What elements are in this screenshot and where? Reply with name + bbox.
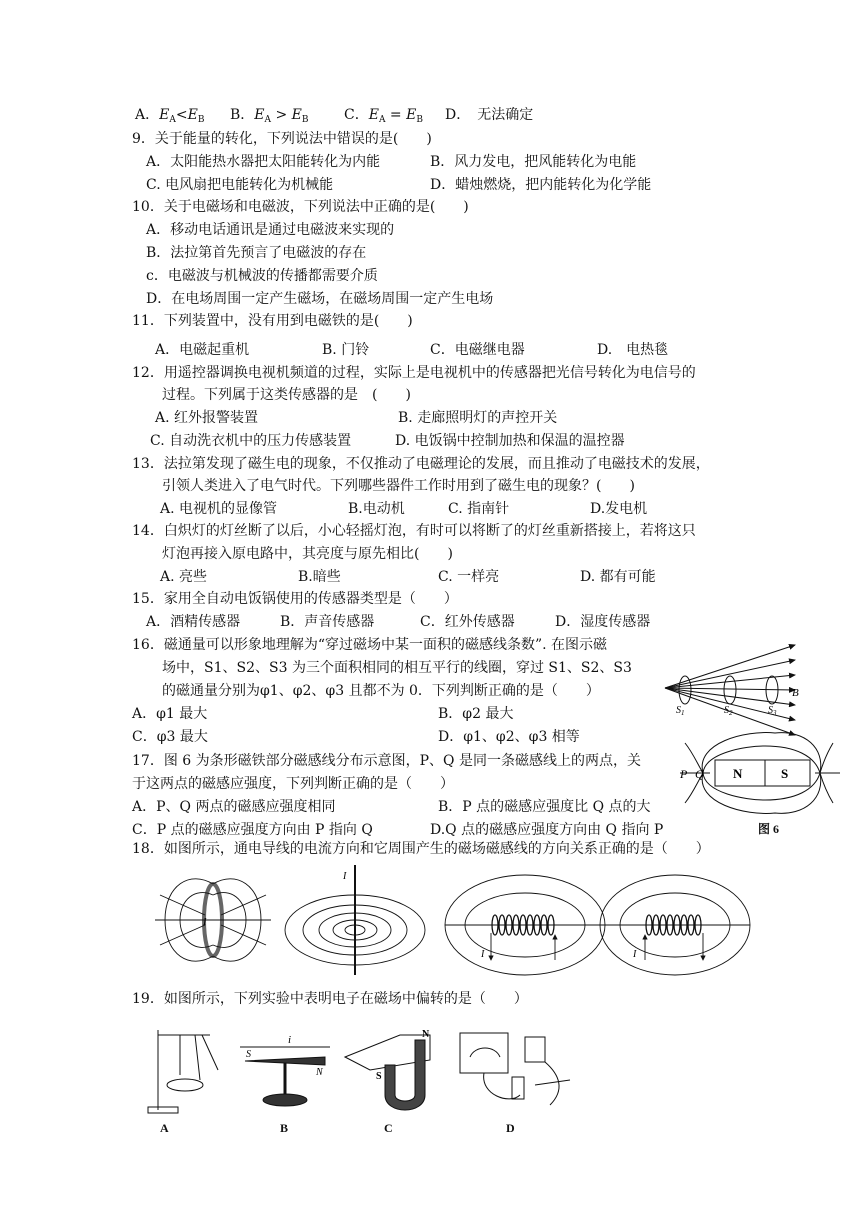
q19-caption-c: C (384, 1121, 393, 1135)
q10-option-c: c．电磁波与机械波的传播都需要介质 (146, 268, 378, 284)
q13-stem-line1: 13．法拉第发现了磁生电的现象，不仅推动了电磁理论的发展，而且推动了电磁技术的发展， (132, 456, 710, 472)
q10-option-b: B．法拉第首先预言了电磁波的存在 (146, 245, 367, 261)
q10-option-a: A．移动电话通讯是通过电磁波来实现的 (146, 222, 395, 238)
q8-option-c: C．$E_A = E_B$ (344, 107, 423, 125)
q18-fig1-label-i: I (203, 917, 207, 928)
q11-option-a: A．电磁起重机 (155, 342, 250, 358)
q15-option-a: A．酒精传感器 (146, 614, 241, 630)
q12-option-d: D. 电饭锅中控制加热和保温的温控器 (395, 433, 625, 449)
q19-label-i: i (288, 1034, 292, 1046)
q9-stem: 9．关于能量的转化，下列说法中错误的是( ) (132, 131, 432, 147)
q16-label-s2: $S_2$ (724, 705, 733, 717)
q19-label-s2: S (376, 1071, 382, 1082)
q15-option-b: B．声音传感器 (280, 614, 375, 630)
q18-solenoid-figure-d (600, 875, 750, 975)
q8-options (135, 106, 204, 129)
q8-option-b: B．$E_A > E_B$ (230, 107, 309, 125)
q17-magnet-n: N (733, 766, 743, 781)
q9-option-b: B．风力发电，把风能转化为电能 (430, 154, 637, 170)
q19-label-n2: N (422, 1029, 430, 1040)
q17-figure-caption: 图 6 (758, 822, 780, 836)
q17-option-b: B．P 点的磁感应强度比 Q 点的大 (438, 799, 651, 815)
q13-option-b: B.电动机 (348, 501, 405, 517)
q11-option-c: C．电磁继电器 (430, 342, 525, 358)
q12-stem-line1: 12．用遥控器调换电视机频道的过程，实际上是电视机中的传感器把光信号转化为电信号的 (132, 365, 696, 381)
q11-option-d: D. 电热毯 (597, 342, 669, 358)
q16-option-a: A．φ1 最大 (132, 706, 208, 722)
q10-stem: 10．关于电磁场和电磁波，下列说法中正确的是( ) (132, 199, 469, 215)
q19-caption-b: B (280, 1121, 289, 1135)
q9-option-a: A．太阳能热水器把太阳能转化为内能 (146, 154, 381, 170)
q17-magnet-s: S (781, 766, 789, 781)
q19-figure-c (345, 1035, 430, 1110)
q18-ring-figure (155, 879, 271, 961)
q16-label-s3: $S_3$ (768, 705, 777, 717)
q18-figures (155, 865, 755, 975)
q19-figure-a (148, 1030, 218, 1113)
q15-option-d: D．湿度传感器 (555, 614, 651, 630)
q19-caption-a: A (160, 1121, 169, 1135)
q13-option-a: A. 电视机的显像管 (160, 501, 278, 517)
q12-option-a: A. 红外报警装置 (155, 410, 259, 426)
q13-option-c: C. 指南针 (448, 501, 510, 517)
q19-figures (140, 1025, 590, 1120)
q9-option-c: C. 电风扇把电能转化为机械能 (146, 177, 334, 193)
q17-magnet-figure (675, 728, 840, 818)
q16-stem-line2: 场中，S1、S2、S3 为三个面积相同的相互平行的线圈，穿过 S1、S2、S3 (162, 660, 632, 676)
q17-option-d: D.Q 点的磁感应强度方向由 Q 指向 P (430, 822, 664, 838)
q16-option-d: D．φ1、φ2、φ3 相等 (438, 729, 580, 745)
q19-stem: 19．如图所示，下列实验中表明电子在磁场中偏转的是（ ） (132, 991, 528, 1007)
q18-solenoid-figure-c (445, 875, 605, 975)
q12-stem-line2: 过程。下列属于这类传感器的是 ( ) (162, 387, 411, 403)
q14-option-b: B.暗些 (298, 569, 341, 585)
q13-stem-line2: 引领人类进入了电气时代。下列哪些器件工作时用到了磁生电的现象？( ) (162, 478, 635, 494)
q17-stem-line2: 于这两点的磁感应强度，下列判断正确的是（ ） (132, 776, 454, 792)
q18-wire-figure (285, 865, 425, 975)
q15-stem: 15．家用全自动电饭锅使用的传感器类型是（ ） (132, 591, 458, 607)
q16-label-b: B (792, 687, 799, 699)
q9-option-d: D．蜡烛燃烧，把内能转化为化学能 (430, 177, 652, 193)
q19-figure-d (460, 1033, 570, 1105)
q16-option-c: C．φ3 最大 (132, 729, 208, 745)
q11-stem: 11．下列装置中，没有用到电磁铁的是( ) (132, 313, 413, 329)
q11-option-b: B. 门铃 (322, 342, 370, 358)
q18-fig4-label-i: I (633, 949, 637, 960)
q8-option-a: A．$E_A<E_B$ (135, 107, 205, 125)
q17-option-c: C．P 点的磁感应强度方向由 P 指向 Q (132, 822, 373, 838)
q16-label-s1: $S_1$ (676, 705, 685, 717)
q16-option-b: B．φ2 最大 (438, 706, 514, 722)
q15-option-c: C．红外传感器 (420, 614, 515, 630)
q12-option-b: B. 走廊照明灯的声控开关 (398, 410, 558, 426)
q18-fig3-label-i: I (481, 949, 485, 960)
q18-fig2-label-i: I (343, 871, 347, 882)
q14-stem-line2: 灯泡再接入原电路中，其亮度与原先相比( ) (162, 546, 453, 562)
q14-option-c: C. 一样亮 (438, 569, 500, 585)
q13-option-d: D.发电机 (590, 501, 648, 517)
q17-point-q: Q (695, 767, 704, 781)
q16-stem-line1: 16．磁通量可以形象地理解为“穿过磁场中某一面积的磁感线条数”. 在图示磁 (132, 637, 608, 653)
q19-label-n: N (316, 1067, 323, 1078)
q16-stem-line3: 的磁通量分别为φ1、φ2、φ3 且都不为 0．下列判断正确的是（ ） (162, 683, 600, 699)
q17-point-p: P (680, 767, 688, 781)
q14-option-a: A. 亮些 (160, 569, 208, 585)
q10-option-d: D．在电场周围一定产生磁场，在磁场周围一定产生电场 (146, 291, 494, 307)
q8-option-d: D． 无法确定 (445, 107, 534, 123)
q14-stem-line1: 14．白炽灯的灯丝断了以后，小心轻摇灯泡，有时可以将断了的灯丝重新搭接上，若将这只 (132, 523, 696, 539)
q17-option-a: A．P、Q 两点的磁感应强度相同 (132, 799, 336, 815)
q19-label-s: S (246, 1049, 251, 1060)
q19-caption-d: D (506, 1121, 515, 1135)
q17-stem-line1: 17．图 6 为条形磁铁部分磁感线分布示意图，P、Q 是同一条磁感线上的两点，关 (132, 753, 641, 769)
q12-option-c: C. 自动洗衣机中的压力传感装置 (150, 433, 352, 449)
q14-option-d: D. 都有可能 (580, 569, 656, 585)
q18-stem: 18．如图所示，通电导线的电流方向和它周围产生的磁场磁感线的方向关系正确的是（ ） (132, 841, 710, 857)
